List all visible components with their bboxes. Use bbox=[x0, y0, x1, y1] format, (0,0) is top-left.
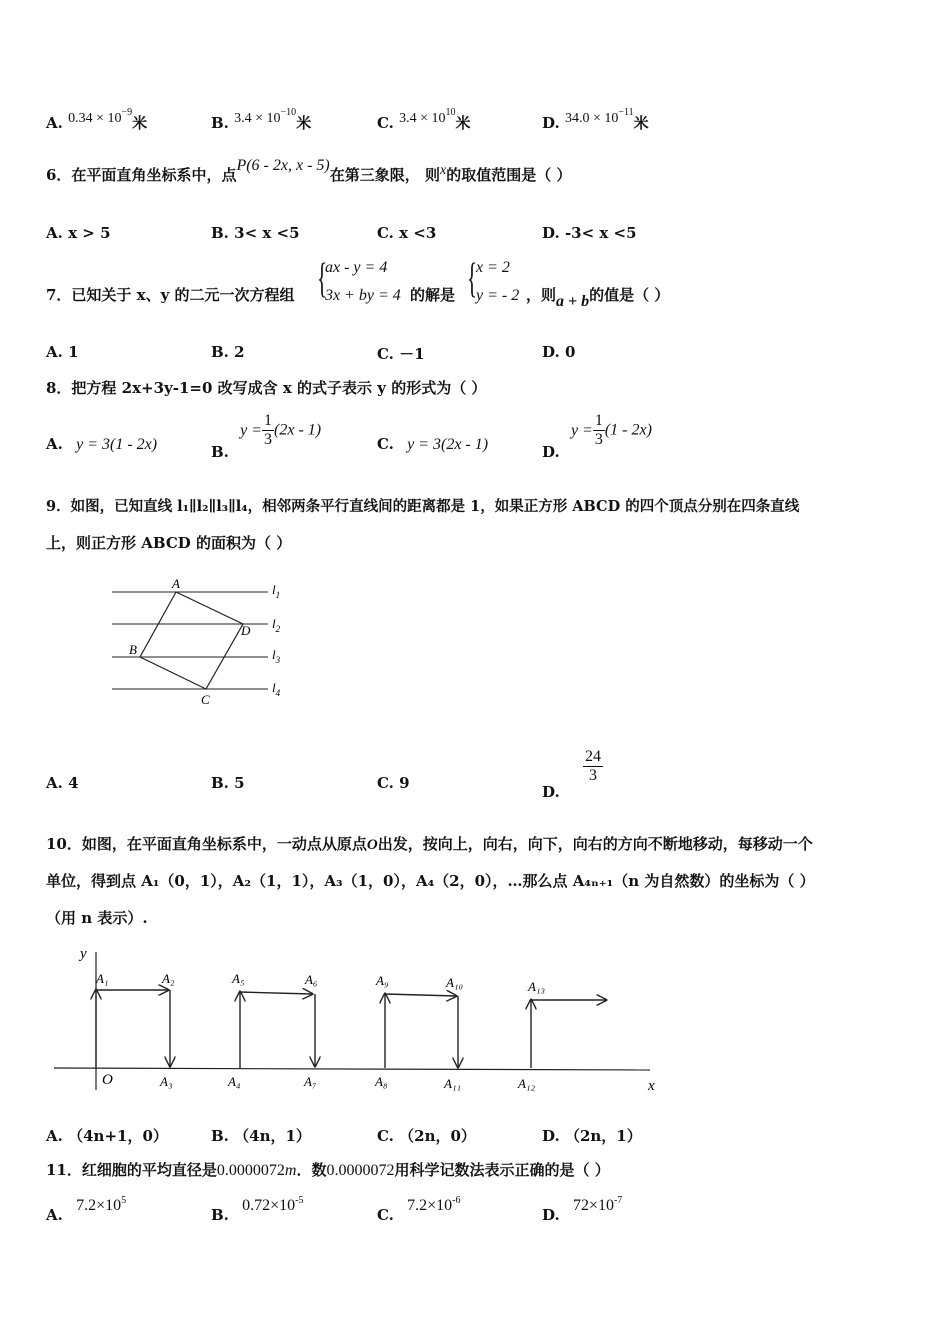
q7-option-b: B. 2 bbox=[211, 343, 245, 361]
q9-figure bbox=[100, 572, 300, 712]
q11-option-b: B. $0.72\times 10^{-5}$ bbox=[211, 1195, 304, 1224]
q8-option-c: C. y = 3(2x - 1) bbox=[377, 435, 489, 453]
q9-option-b: B. 5 bbox=[211, 774, 245, 792]
q5-option-c: C. $3.4 \times 10^{10}$米 bbox=[377, 107, 471, 132]
point-a4-label: A₄ bbox=[228, 1074, 241, 1089]
q9-option-a: A. 4 bbox=[46, 774, 79, 792]
point-a5-label: A₅ bbox=[232, 971, 245, 986]
q10-option-b: B. （4n，1） bbox=[211, 1127, 311, 1145]
q10-stem-line3: （用 n 表示）. bbox=[46, 909, 148, 927]
point-a1-label: A₁ bbox=[96, 971, 109, 986]
square-abcd bbox=[140, 592, 243, 689]
q10-option-d: D. （2n，1） bbox=[542, 1127, 642, 1145]
q6-option-d: D. -3< x <5 bbox=[542, 224, 637, 242]
origin-label: O bbox=[102, 1072, 113, 1088]
q5-option-b: B. $3.4 \times 10^{-10}$米 bbox=[211, 107, 312, 132]
q7-option-d: D. 0 bbox=[542, 343, 576, 361]
q9-option-d: D. $\frac{24}{3}$ bbox=[542, 748, 601, 801]
q7-eq1: ax - y = 4 bbox=[325, 259, 388, 276]
q5-option-d: D. $34.0 \times 10^{-11}$米 bbox=[542, 107, 649, 132]
q10-figure bbox=[50, 940, 670, 1100]
q11-option-a: A. $7.2\times 10^5$ bbox=[46, 1195, 127, 1224]
point-a10-label: A₁₀ bbox=[446, 975, 463, 990]
point-a3-label: A₃ bbox=[160, 1074, 173, 1089]
q8-option-b: B. y = $\frac{1}{3}$ (2x - 1) bbox=[211, 412, 322, 461]
point-a6-label: A₆ bbox=[305, 972, 318, 987]
l1-label: $l_1$ bbox=[272, 582, 281, 600]
q5-option-a: A. $0.34 \times 10^{-9}$米 bbox=[46, 107, 148, 132]
q11-option-c: C. $7.2\times 10^{-6}$ bbox=[377, 1195, 461, 1224]
q8-option-d: D. y = $\frac{1}{3}$ (1 - 2x) bbox=[542, 412, 652, 461]
y-axis-label: y bbox=[80, 946, 87, 962]
vertex-b-label: B bbox=[129, 642, 137, 657]
q7-stem-post: ，则a + b的值是（ ） bbox=[526, 286, 670, 310]
q7-stem-mid: 的解是 bbox=[410, 286, 456, 304]
q7-sol2: y = - 2 bbox=[476, 287, 520, 304]
q6-option-c: C. x <3 bbox=[377, 224, 437, 242]
x-axis bbox=[54, 1068, 650, 1070]
movement-path bbox=[96, 990, 606, 1068]
q8-stem: 8．把方程 2x+3y-1=0 改写成含 x 的式子表示 y 的形式为（ ） bbox=[46, 379, 487, 397]
q6-option-b: B. 3< x <5 bbox=[211, 224, 300, 242]
segment-right-2 bbox=[240, 992, 312, 994]
x-axis-label: x bbox=[648, 1078, 655, 1094]
q7-sol1: x = 2 bbox=[476, 259, 510, 276]
point-a12-label: A₁₂ bbox=[518, 1076, 535, 1091]
q10-stem-line2: 单位，得到点 A₁（0，1），A₂（1，1），A₃（1，0），A₄（2，0），…那么点 A₄ₙ₊₁（n 为自然数）的坐标为（ ） bbox=[46, 872, 815, 890]
q7-stem-pre: 7．已知关于 x、y 的二元一次方程组 bbox=[46, 286, 295, 304]
point-a9-label: A₉ bbox=[376, 973, 389, 988]
vertex-a-label: A bbox=[172, 576, 180, 591]
q7-system-brace: { bbox=[317, 256, 328, 302]
q8-option-a: A. y = 3(1 - 2x) bbox=[46, 435, 158, 453]
l2-label: $l_2$ bbox=[272, 616, 281, 634]
point-a11-label: A₁₁ bbox=[444, 1076, 461, 1091]
q11-option-d: D. $72\times 10^{-7}$ bbox=[542, 1195, 623, 1224]
point-a2-label: A₂ bbox=[162, 971, 175, 986]
q7-solution-brace: { bbox=[467, 256, 478, 302]
q10-option-c: C. （2n，0） bbox=[377, 1127, 476, 1145]
q11-stem: 11．红细胞的平均直径是0.0000072m．数0.0000072用科学记数法表示正确的是（ ） bbox=[46, 1161, 610, 1179]
q7-eq2: 3x + by = 4 bbox=[325, 287, 401, 304]
l3-label: $l_3$ bbox=[272, 647, 281, 665]
q10-option-a: A. （4n+1，0） bbox=[46, 1127, 168, 1145]
q10-stem-line1: 10．如图，在平面直角坐标系中，一动点从原点O出发，按向上，向右，向下，向右的方向不断地移动，每移动一个 bbox=[46, 835, 813, 853]
q9-stem-line1: 9．如图，已知直线 l₁∥l₂∥l₃∥l₄，相邻两条平行直线间的距离都是 1，如果正方形 ABCD 的四个顶点分别在四条直线 bbox=[46, 498, 800, 515]
q9-stem-line2: 上，则正方形 ABCD 的面积为（ ） bbox=[46, 534, 292, 552]
q9-option-c: C. 9 bbox=[377, 774, 410, 792]
segment-right-3 bbox=[385, 994, 456, 996]
vertex-d-label: D bbox=[241, 623, 251, 638]
q6-stem: 6．在平面直角坐标系中，点P(6 - 2x, x - 5)在第三象限， 则x的取值范围是（ ） bbox=[46, 157, 572, 184]
l4-label: $l_4$ bbox=[272, 680, 281, 698]
vertex-c-label: C bbox=[201, 692, 210, 707]
q7-option-c: C. －1 bbox=[377, 345, 425, 363]
point-a13-label: A₁₃ bbox=[528, 979, 545, 994]
point-a7-label: A₇ bbox=[304, 1074, 317, 1089]
q6-option-a: A. x > 5 bbox=[46, 224, 111, 242]
point-a8-label: A₈ bbox=[375, 1074, 388, 1089]
q7-option-a: A. 1 bbox=[46, 343, 79, 361]
